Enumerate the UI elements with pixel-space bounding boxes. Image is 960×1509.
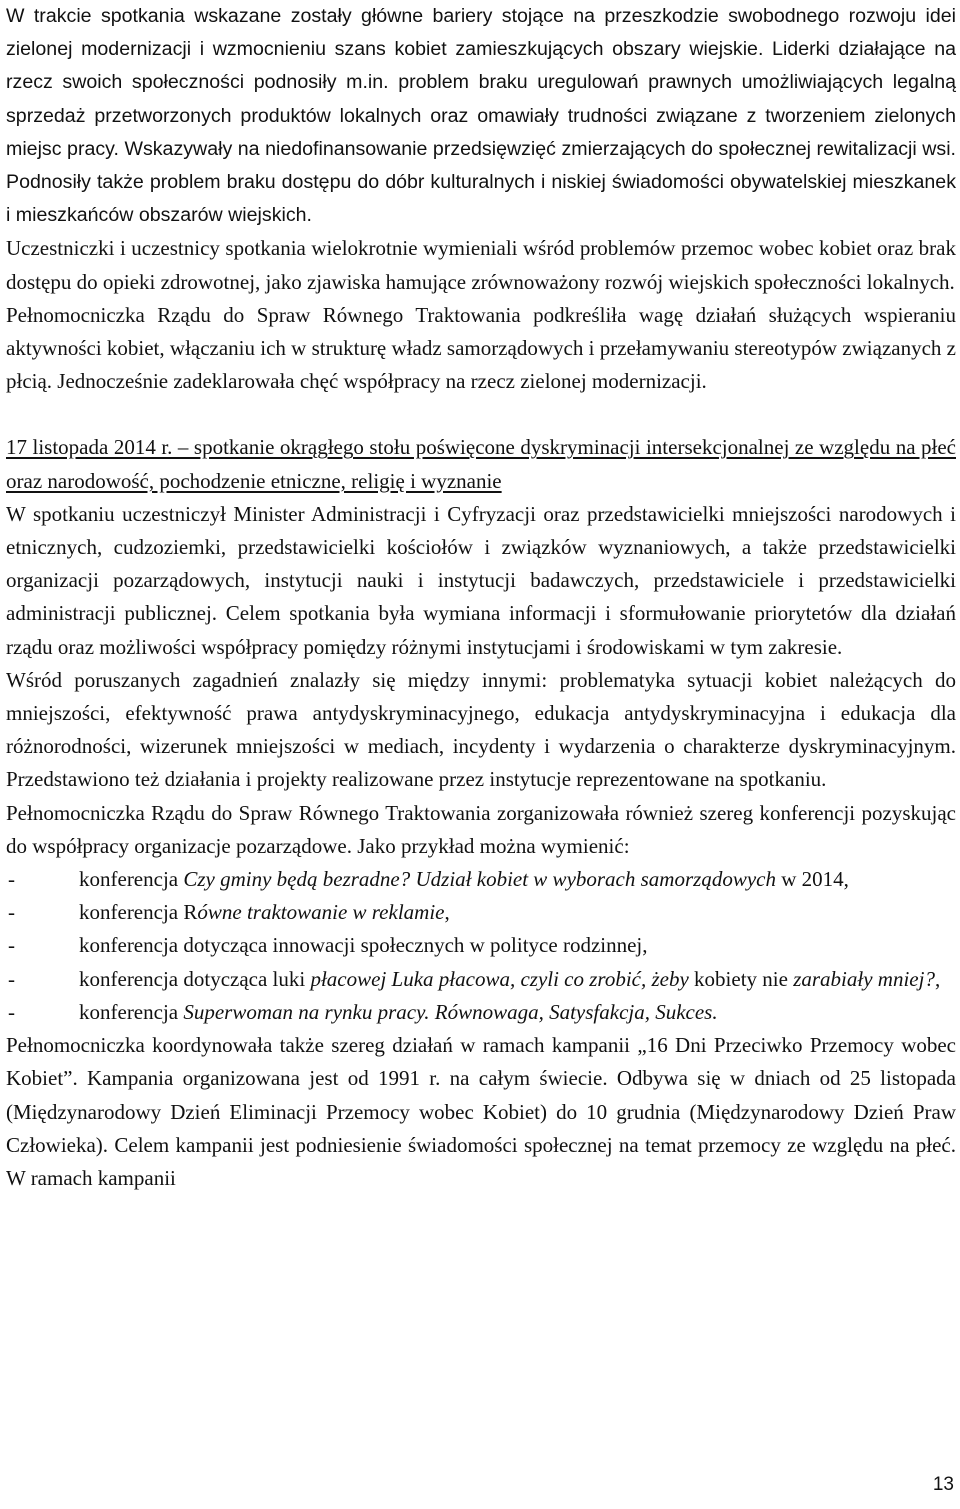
paragraph-plenipotentiary-emphasis: Pełnomocniczka Rządu do Spraw Równego Traktowania podkreśliła wagę działań służących wspieraniu aktywności kobiet, włączaniu ich w strukturę władz samorządowych i przełamywaniu stereotypów związanych z płcią. Jednocześnie zadeklarowała chęć współpracy na rzecz zielonej modernizacji.: [6, 302, 956, 394]
list-dash: -: [8, 933, 15, 958]
paragraph-participants-problems: Uczestniczki i uczestnicy spotkania wielokrotnie wymieniali wśród problemów przemoc wobec kobiet oraz brak dostępu do opieki zdrowotnej, jako zjawiska hamujące zrównoważony rozwój wiejskich społeczności lokalnych.: [6, 236, 956, 294]
page-number: 13: [932, 1474, 954, 1495]
paragraph-rural-barriers: W trakcie spotkania wskazane zostały główne bariery stojące na przeszkodzie swobodnego rozwoju idei zielonej modernizacji i wzmocnieniu szans kobiet zamieszkujących obszary wiejskie. Liderki działające na rzecz swoich społeczności podnosiły m.in. problem braku uregulowań prawnych umożliwiających legalną sprzedaż przetworzonych produktów lokalnych oraz omawiały trudności związane z tworzeniem zielonych miejsc pracy. Wskazywały na niedofinansowanie przedsięwzięć zmierzających do społecznej rewitalizacji wsi. Podnosiły także problem braku dostępu do dóbr kulturalnych i niskiej świadomości obywatelskiej mieszkanek i mieszkańców obszarów wiejskich.: [6, 5, 956, 227]
list-dash: -: [8, 999, 15, 1024]
list-item: - konferencja Superwoman na rynku pracy. Równowaga, Satysfakcja, Sukces.: [6, 996, 956, 1029]
list-dash: -: [8, 900, 15, 925]
document-page: [6, 0, 956, 1195]
section-heading-roundtable: 17 listopada 2014 r. – spotkanie okrągłego stołu poświęcone dyskryminacji intersekcjonalnej ze względu na płeć oraz narodowość, pochodzenie etniczne, religię i wyznanie: [6, 435, 956, 493]
list-item: - konferencja dotycząca innowacji społecznych w polityce rodzinnej,: [6, 929, 956, 962]
paragraph-16-days-campaign: Pełnomocniczka koordynowała także szereg działań w ramach kampanii „16 Dni Przeciwko Przemocy wobec Kobiet”. Kampania organizowana jest od 1991 r. na całym świecie. Odbywa się w dniach od 25 listopada (Międzynarodowy Dzień Eliminacji Przemocy wobec Kobiet) do 10 grudnia (Międzynarodowy Dzień Praw Człowieka). Celem kampanii jest podniesienie świadomości społecznej na temat przemocy ze względu na płeć. W ramach kampanii: [6, 1033, 956, 1190]
paragraph-conferences-intro: Pełnomocniczka Rządu do Spraw Równego Traktowania zorganizowała również szereg konferencji pozyskując do współpracy organizacje pozarządowe. Jako przykład można wymienić:: [6, 800, 956, 858]
paragraph-discussed-topics: Wśród poruszanych zagadnień znalazły się między innymi: problematyka sytuacji kobiet należących do mniejszości, efektywność prawa antydyskryminacyjnego, edukacja antydyskryminacyjna i edukacja dla różnorodności, wizerunek mniejszości w mediach, incydenty i wydarzenia o charakterze dyskryminacyjnym. Przedstawiono też działania i projekty realizowane przez instytucje reprezentowane na spotkaniu.: [6, 667, 956, 792]
list-item: - konferencja dotycząca luki płacowej Luka płacowa, czyli co zrobić, żeby kobiety nie zarabiały mniej?,: [6, 963, 956, 996]
list-dash: -: [8, 867, 15, 892]
paragraph-meeting-participants: W spotkaniu uczestniczył Minister Administracji i Cyfryzacji oraz przedstawicielki mniejszości narodowych i etnicznych, cudzoziemki, przedstawicielki kościołów i związków wyznaniowych, a także przedstawicielki organizacji pozarządowych, instytucji nauki i instytucji badawczych, przedstawiciele i przedstawicielki administracji publicznej. Celem spotkania była wymiana informacji i sformułowanie priorytetów dla działań rządu oraz możliwości współpracy pomiędzy różnymi instytucjami i środowiskami w tym zakresie.: [6, 501, 956, 659]
list-item: - konferencja Czy gminy będą bezradne? Udział kobiet w wyborach samorządowych w 2014,: [6, 863, 956, 896]
list-item: - konferencja Równe traktowanie w reklamie,: [6, 896, 956, 929]
conference-list: [6, 863, 956, 1029]
list-dash: -: [8, 966, 15, 991]
spacer: [6, 398, 956, 431]
